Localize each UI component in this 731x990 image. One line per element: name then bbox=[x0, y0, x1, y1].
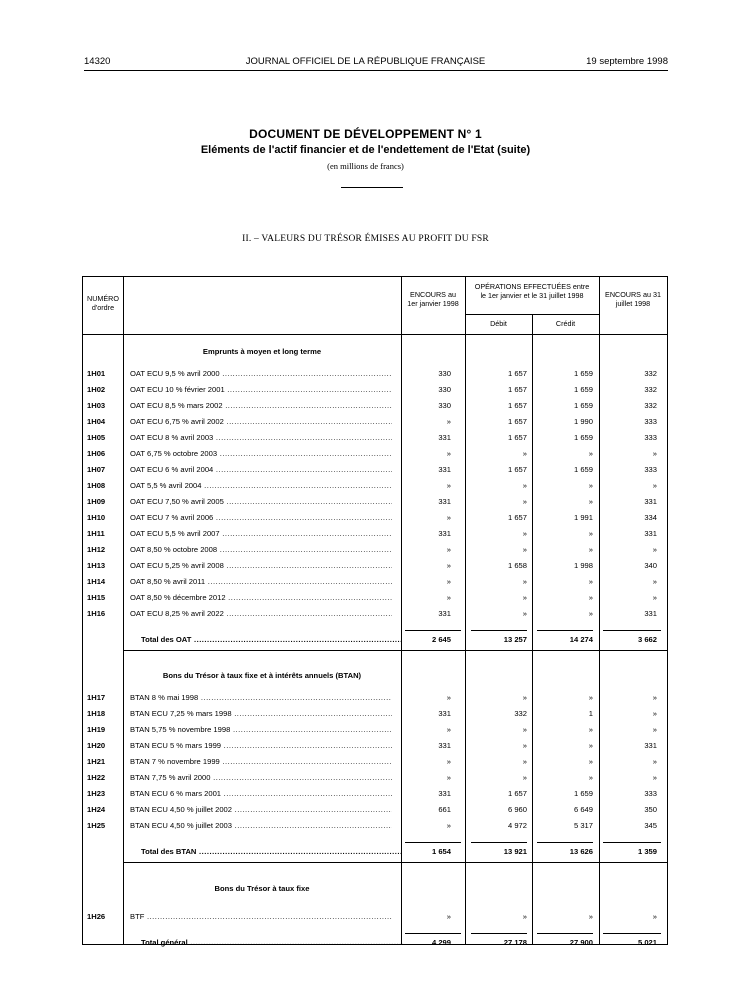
row-designation: OAT 8,50 % avril 2011 ..... bbox=[130, 574, 392, 589]
row-debit: » bbox=[522, 529, 527, 538]
group-title: Emprunts à moyen et long terme bbox=[202, 347, 322, 356]
group-separator bbox=[123, 862, 667, 863]
row-encours-fin: » bbox=[652, 481, 657, 490]
table-row bbox=[83, 802, 667, 817]
total-encours-debut: 2 645 bbox=[431, 635, 451, 644]
total-credit: 27 900 bbox=[569, 938, 593, 947]
row-code: 1H23 bbox=[87, 789, 106, 798]
row-designation: BTAN 5,75 % novembre 1998 ..... bbox=[130, 722, 392, 737]
row-code: 1H22 bbox=[87, 773, 106, 782]
row-credit: » bbox=[588, 741, 593, 750]
row-encours-fin: 331 bbox=[644, 529, 657, 538]
row-designation: OAT ECU 8,25 % avril 2022 ..... bbox=[130, 606, 392, 621]
row-credit: » bbox=[588, 577, 593, 586]
row-encours-debut: » bbox=[446, 593, 451, 602]
row-encours-fin: 331 bbox=[644, 497, 657, 506]
row-designation: BTAN ECU 5 % mars 1999 ..... bbox=[130, 738, 392, 753]
row-encours-fin: 334 bbox=[644, 513, 657, 522]
row-credit: 1 659 bbox=[573, 465, 593, 474]
row-code: 1H25 bbox=[87, 821, 106, 830]
row-credit: 1 659 bbox=[573, 433, 593, 442]
group-title: Bons du Trésor à taux fixe bbox=[214, 884, 310, 893]
table-row bbox=[83, 526, 667, 541]
row-encours-fin: 345 bbox=[644, 821, 657, 830]
row-credit: » bbox=[588, 529, 593, 538]
row-encours-fin: 332 bbox=[644, 369, 657, 378]
row-encours-debut: 331 bbox=[438, 465, 451, 474]
table-total-row bbox=[83, 844, 667, 859]
row-debit: 1 657 bbox=[507, 789, 527, 798]
row-encours-debut: 331 bbox=[438, 609, 451, 618]
total-label: Total des BTAN ..... bbox=[141, 844, 403, 859]
row-code: 1H18 bbox=[87, 709, 106, 718]
row-encours-fin: » bbox=[652, 773, 657, 782]
row-credit: » bbox=[588, 481, 593, 490]
row-debit: » bbox=[522, 693, 527, 702]
row-code: 1H19 bbox=[87, 725, 106, 734]
row-code: 1H14 bbox=[87, 577, 106, 586]
securities-table bbox=[82, 276, 668, 945]
row-code: 1H12 bbox=[87, 545, 106, 554]
total-label: Total des OAT ..... bbox=[141, 632, 403, 647]
row-code: 1H09 bbox=[87, 497, 106, 506]
total-label: Total général ..... bbox=[141, 935, 403, 950]
row-designation: OAT ECU 9,5 % avril 2000 ..... bbox=[130, 366, 392, 381]
document-title: DOCUMENT DE DÉVELOPPEMENT N° 1 bbox=[249, 127, 482, 141]
table-row bbox=[83, 446, 667, 461]
row-encours-fin: 333 bbox=[644, 789, 657, 798]
table-row bbox=[83, 606, 667, 621]
row-encours-fin: 332 bbox=[644, 401, 657, 410]
row-debit: » bbox=[522, 577, 527, 586]
total-rule bbox=[471, 630, 527, 631]
row-designation: OAT ECU 6,75 % avril 2002 ..... bbox=[130, 414, 392, 429]
header-credit: Crédit bbox=[555, 319, 576, 328]
row-encours-debut: 331 bbox=[438, 497, 451, 506]
row-designation: BTAN ECU 4,50 % juillet 2003 ..... bbox=[130, 818, 392, 833]
table-row bbox=[83, 542, 667, 557]
row-encours-fin: » bbox=[652, 693, 657, 702]
row-encours-debut: » bbox=[446, 757, 451, 766]
row-encours-debut: » bbox=[446, 449, 451, 458]
table-row bbox=[83, 430, 667, 445]
row-code: 1H04 bbox=[87, 417, 106, 426]
row-encours-fin: 333 bbox=[644, 465, 657, 474]
total-rule bbox=[471, 842, 527, 843]
total-rule bbox=[603, 933, 661, 934]
row-debit: 1 658 bbox=[507, 561, 527, 570]
row-designation: BTAN 7,75 % avril 2000 ..... bbox=[130, 770, 392, 785]
row-debit: » bbox=[522, 757, 527, 766]
table-row bbox=[83, 462, 667, 477]
row-code: 1H24 bbox=[87, 805, 106, 814]
total-debit: 27 178 bbox=[503, 938, 527, 947]
total-encours-fin: 3 662 bbox=[637, 635, 657, 644]
row-debit: 4 972 bbox=[507, 821, 527, 830]
row-code: 1H16 bbox=[87, 609, 106, 618]
row-designation: OAT ECU 5,25 % avril 2008 ..... bbox=[130, 558, 392, 573]
table-row bbox=[83, 414, 667, 429]
total-rule bbox=[537, 933, 593, 934]
row-designation: OAT 8,50 % décembre 2012 ..... bbox=[130, 590, 392, 605]
row-designation: BTAN ECU 6 % mars 2001 ..... bbox=[130, 786, 392, 801]
row-designation: OAT ECU 8 % avril 2003 ..... bbox=[130, 430, 392, 445]
row-debit: 1 657 bbox=[507, 513, 527, 522]
row-encours-fin: » bbox=[652, 725, 657, 734]
row-designation: OAT ECU 5,5 % avril 2007 ..... bbox=[130, 526, 392, 541]
total-debit: 13 257 bbox=[503, 635, 527, 644]
row-credit: » bbox=[588, 449, 593, 458]
row-credit: 1 998 bbox=[573, 561, 593, 570]
row-debit: » bbox=[522, 593, 527, 602]
header-rule bbox=[84, 70, 668, 71]
row-encours-debut: 330 bbox=[438, 385, 451, 394]
row-encours-fin: 332 bbox=[644, 385, 657, 394]
table-row bbox=[83, 510, 667, 525]
row-credit: 5 317 bbox=[573, 821, 593, 830]
row-designation: OAT ECU 7 % avril 2006 ..... bbox=[130, 510, 392, 525]
row-encours-debut: » bbox=[446, 545, 451, 554]
row-designation: OAT 8,50 % octobre 2008 ..... bbox=[130, 542, 392, 557]
row-debit: 1 657 bbox=[507, 433, 527, 442]
total-encours-debut: 4 299 bbox=[431, 938, 451, 947]
row-encours-fin: » bbox=[652, 577, 657, 586]
table-row bbox=[83, 398, 667, 413]
row-encours-fin: 333 bbox=[644, 433, 657, 442]
total-rule bbox=[537, 842, 593, 843]
row-code: 1H01 bbox=[87, 369, 106, 378]
row-debit: » bbox=[522, 481, 527, 490]
row-designation: BTF ..... bbox=[130, 909, 392, 924]
journal-title: JOURNAL OFFICIEL DE LA RÉPUBLIQUE FRANÇAISE bbox=[245, 56, 486, 67]
header-encours-fin: ENCOURS au 31 juillet 1998 bbox=[605, 290, 661, 308]
row-code: 1H15 bbox=[87, 593, 106, 602]
row-debit: » bbox=[522, 725, 527, 734]
row-designation: OAT ECU 6 % avril 2004 ..... bbox=[130, 462, 392, 477]
group-separator bbox=[123, 650, 667, 651]
document-subtitle: Eléments de l'actif financier et de l'endettement de l'Etat (suite) bbox=[200, 144, 531, 156]
row-encours-debut: » bbox=[446, 481, 451, 490]
page-date: 19 septembre 1998 bbox=[586, 56, 668, 67]
row-debit: » bbox=[522, 497, 527, 506]
row-debit: 332 bbox=[514, 709, 527, 718]
table-total-row bbox=[83, 632, 667, 647]
row-credit: » bbox=[588, 773, 593, 782]
row-code: 1H26 bbox=[87, 912, 106, 921]
row-encours-fin: 331 bbox=[644, 609, 657, 618]
row-designation: OAT ECU 7,50 % avril 2005 ..... bbox=[130, 494, 392, 509]
row-credit: 1 bbox=[588, 709, 593, 718]
row-debit: » bbox=[522, 609, 527, 618]
row-encours-fin: 333 bbox=[644, 417, 657, 426]
row-debit: » bbox=[522, 449, 527, 458]
total-rule bbox=[603, 842, 661, 843]
row-encours-debut: » bbox=[446, 773, 451, 782]
row-code: 1H08 bbox=[87, 481, 106, 490]
row-encours-debut: 330 bbox=[438, 401, 451, 410]
row-encours-debut: 331 bbox=[438, 741, 451, 750]
row-designation: OAT ECU 8,5 % mars 2002 ..... bbox=[130, 398, 392, 413]
row-encours-debut: » bbox=[446, 417, 451, 426]
row-designation: BTAN 7 % novembre 1999 ..... bbox=[130, 754, 392, 769]
row-code: 1H03 bbox=[87, 401, 106, 410]
row-encours-debut: 661 bbox=[438, 805, 451, 814]
header-debit: Débit bbox=[490, 319, 507, 328]
row-designation: OAT 5,5 % avril 2004 ..... bbox=[130, 478, 392, 493]
row-designation: OAT 6,75 % octobre 2003 ..... bbox=[130, 446, 392, 461]
row-debit: 1 657 bbox=[507, 401, 527, 410]
total-debit: 13 921 bbox=[503, 847, 527, 856]
row-debit: 1 657 bbox=[507, 417, 527, 426]
table-row bbox=[83, 738, 667, 753]
row-debit: 1 657 bbox=[507, 385, 527, 394]
table-row bbox=[83, 690, 667, 705]
table-row bbox=[83, 722, 667, 737]
row-debit: » bbox=[522, 912, 527, 921]
row-encours-fin: 350 bbox=[644, 805, 657, 814]
row-encours-fin: 340 bbox=[644, 561, 657, 570]
row-code: 1H21 bbox=[87, 757, 106, 766]
row-encours-debut: » bbox=[446, 821, 451, 830]
row-encours-fin: » bbox=[652, 449, 657, 458]
row-debit: » bbox=[522, 741, 527, 750]
row-credit: 1 990 bbox=[573, 417, 593, 426]
row-encours-debut: » bbox=[446, 577, 451, 586]
row-designation: OAT ECU 10 % février 2001 ..... bbox=[130, 382, 392, 397]
row-encours-fin: » bbox=[652, 912, 657, 921]
row-credit: 6 649 bbox=[573, 805, 593, 814]
row-encours-debut: » bbox=[446, 725, 451, 734]
row-credit: » bbox=[588, 912, 593, 921]
row-credit: » bbox=[588, 609, 593, 618]
row-encours-debut: » bbox=[446, 693, 451, 702]
table-total-row bbox=[83, 935, 667, 950]
table-row bbox=[83, 558, 667, 573]
row-debit: 1 657 bbox=[507, 465, 527, 474]
row-encours-fin: 331 bbox=[644, 741, 657, 750]
row-credit: » bbox=[588, 693, 593, 702]
row-encours-fin: » bbox=[652, 757, 657, 766]
table-row bbox=[83, 770, 667, 785]
row-designation: BTAN ECU 7,25 % mars 1998 ..... bbox=[130, 706, 392, 721]
table-row bbox=[83, 590, 667, 605]
row-encours-debut: 330 bbox=[438, 369, 451, 378]
table-row bbox=[83, 382, 667, 397]
separator-rule bbox=[341, 187, 403, 188]
row-encours-debut: 331 bbox=[438, 433, 451, 442]
row-encours-debut: 331 bbox=[438, 529, 451, 538]
row-encours-fin: » bbox=[652, 709, 657, 718]
row-credit: 1 659 bbox=[573, 401, 593, 410]
row-code: 1H17 bbox=[87, 693, 106, 702]
row-code: 1H11 bbox=[87, 529, 105, 538]
total-credit: 14 274 bbox=[569, 635, 593, 644]
total-encours-fin: 5 021 bbox=[637, 938, 657, 947]
header-numero: NUMÉRO d'ordre bbox=[87, 294, 119, 312]
row-encours-debut: » bbox=[446, 912, 451, 921]
row-encours-debut: » bbox=[446, 513, 451, 522]
table-row bbox=[83, 786, 667, 801]
row-designation: BTAN ECU 4,50 % juillet 2002 ..... bbox=[130, 802, 392, 817]
row-debit: » bbox=[522, 773, 527, 782]
row-encours-debut: 331 bbox=[438, 789, 451, 798]
row-debit: » bbox=[522, 545, 527, 554]
header-bottom-rule bbox=[83, 334, 667, 335]
row-credit: 1 659 bbox=[573, 369, 593, 378]
table-row bbox=[83, 366, 667, 381]
group-title: Bons du Trésor à taux fixe et à intérêts annuels (BTAN) bbox=[162, 671, 362, 680]
row-code: 1H05 bbox=[87, 433, 106, 442]
subheader-rule bbox=[465, 314, 599, 315]
row-credit: 1 659 bbox=[573, 385, 593, 394]
total-rule bbox=[537, 630, 593, 631]
row-code: 1H13 bbox=[87, 561, 106, 570]
table-row bbox=[83, 909, 667, 924]
total-rule bbox=[405, 842, 461, 843]
row-encours-fin: » bbox=[652, 593, 657, 602]
row-credit: » bbox=[588, 757, 593, 766]
row-debit: 6 960 bbox=[507, 805, 527, 814]
document-unit: (en millions de francs) bbox=[327, 161, 404, 171]
total-encours-fin: 1 359 bbox=[637, 847, 657, 856]
row-credit: » bbox=[588, 545, 593, 554]
row-credit: » bbox=[588, 593, 593, 602]
row-credit: 1 659 bbox=[573, 789, 593, 798]
section-title: II. – VALEURS DU TRÉSOR ÉMISES AU PROFIT DU FSR bbox=[242, 234, 489, 244]
row-credit: » bbox=[588, 497, 593, 506]
row-code: 1H06 bbox=[87, 449, 106, 458]
total-rule bbox=[405, 630, 461, 631]
table-row bbox=[83, 706, 667, 721]
row-code: 1H10 bbox=[87, 513, 106, 522]
header-operations: OPÉRATIONS EFFECTUÉES entre le 1er janvier et le 31 juillet 1998 bbox=[474, 282, 590, 300]
row-encours-debut: 331 bbox=[438, 709, 451, 718]
row-code: 1H07 bbox=[87, 465, 106, 474]
total-credit: 13 626 bbox=[569, 847, 593, 856]
table-row bbox=[83, 754, 667, 769]
total-rule bbox=[405, 933, 461, 934]
row-debit: 1 657 bbox=[507, 369, 527, 378]
row-code: 1H20 bbox=[87, 741, 106, 750]
total-rule bbox=[603, 630, 661, 631]
table-row bbox=[83, 494, 667, 509]
table-row bbox=[83, 478, 667, 493]
header-encours-debut: ENCOURS au 1er janvier 1998 bbox=[407, 290, 459, 308]
row-encours-debut: » bbox=[446, 561, 451, 570]
row-credit: » bbox=[588, 725, 593, 734]
table-row bbox=[83, 574, 667, 589]
table-row bbox=[83, 818, 667, 833]
row-code: 1H02 bbox=[87, 385, 106, 394]
row-encours-fin: » bbox=[652, 545, 657, 554]
row-designation: BTAN 8 % mai 1998 ..... bbox=[130, 690, 392, 705]
total-rule bbox=[471, 933, 527, 934]
total-encours-debut: 1 654 bbox=[431, 847, 451, 856]
row-credit: 1 991 bbox=[573, 513, 593, 522]
page-number: 14320 bbox=[84, 56, 111, 67]
